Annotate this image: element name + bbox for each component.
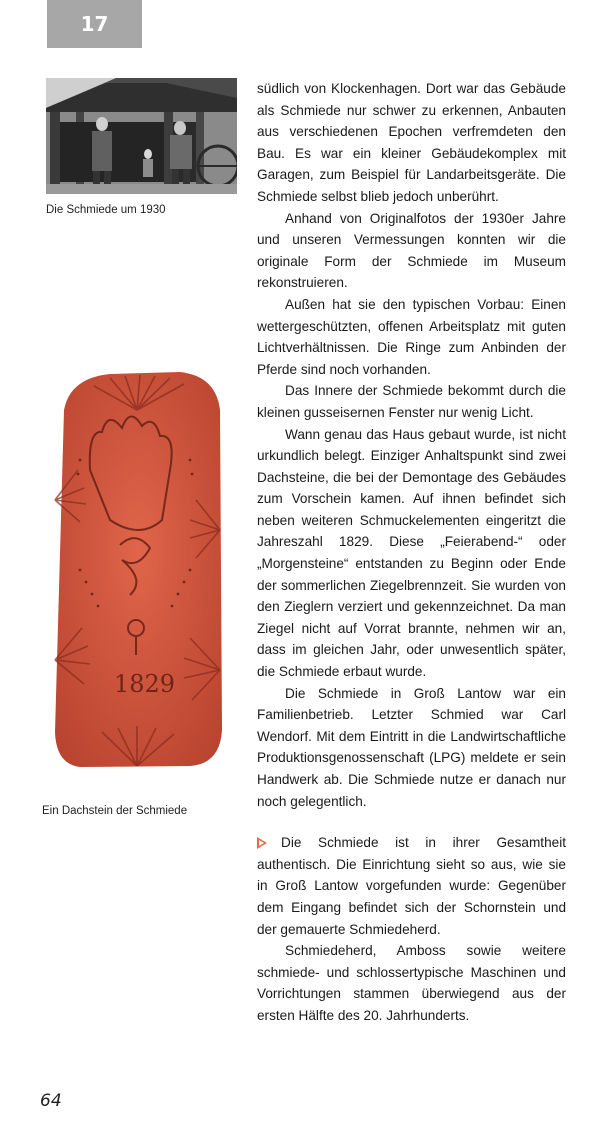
tile-carved-year: 1829 — [114, 670, 176, 698]
historic-smithy-photo — [46, 78, 237, 194]
body-paragraph: Die Schmiede in Groß Lantow war ein Familienbetrieb. Letzter Schmied war Carl Wendorf. Mit dem Eintritt in die Landwirtschaftliche Produktionsgenossenschaft (LPG) meldete er sein Handwerk ab. Die Schmiede nutze er danach nur noch gelegentlich. — [257, 685, 566, 809]
body-paragraph: südlich von Klockenhagen. Dort war das Gebäude als Schmiede nur schwer zu erkennen, Anbauten aus verschiedenen Epochen verfremdeten den Bau. Es war ein kleiner Gebäudekomplex mit Garagen, zum Beispiel für Landarbeitsgeräte. Die Schmiede selbst blieb jedoch unberührt. — [257, 81, 566, 204]
body-paragraph: Das Innere der Schmiede bekommt durch die kleinen gusseisernen Fenster nur wenig Licht. — [257, 383, 566, 420]
tile-caption: Ein Dachstein der Schmiede — [42, 805, 188, 817]
photo-caption: Die Schmiede um 1930 — [46, 204, 166, 216]
smithy-photo-image — [46, 78, 237, 194]
highlight-paragraph-text: Die Schmiede ist in ihrer Gesamtheit authentisch. Die Einrichtung sieht so aus, wie sie in Groß Lantow vorgefunden wurde: Gegenüber dem Eingang befindet sich der Schornstein und der gemauerte Schmiedeherd. — [257, 835, 566, 937]
body-paragraph: Außen hat sie den typischen Vorbau: Einen wettergeschützten, offenen Arbeitsplatz mit guten Lichtverhältnissen. Die Ringe zum Anbinden der Pferde sind noch vorhanden. — [257, 296, 566, 377]
final-paragraph: Schmiedeherd, Amboss sowie weitere schmiede- und schlossertypische Maschinen und Vorrichtungen stammen überwiegend aus der ersten Hälfte des 20. Jahrhunderts. — [257, 943, 566, 1023]
chapter-number-box — [47, 0, 142, 48]
article-body — [257, 78, 566, 1027]
chapter-number: 17 — [80, 12, 109, 36]
body-paragraph: Anhand von Originalfotos der 1930er Jahre und unseren Vermessungen konnten wir die originale Form der Schmiede im Museum rekonstruieren. — [257, 210, 566, 291]
page-number: 64 — [40, 1091, 62, 1111]
roof-tile-image — [50, 370, 224, 768]
triangle-marker-icon — [257, 837, 267, 849]
body-paragraph: Wann genau das Haus gebaut wurde, ist nicht urkundlich belegt. Einziger Anhaltspunkt sind zwei Dachsteine, die bei der Demontage des Gebäudes zum Vorschein kamen. Auf ihnen befindet sich neben weiteren Schmuckelementen eingeritzt die Jahreszahl 1829. Diese „Feierabend-“ oder „Morgensteine“ entstanden zu Beginn oder Ende der sommerlichen Ziegelbrennzeit. Sie wurden von den Zieglern verziert und gekennzeichnet. Da man Ziegel nicht auf Vorrat brannte, nehmen wir an, dass im gleichen Jahr, oder unwesentlich später, die Schmiede erbaut wurde. — [257, 426, 566, 680]
highlight-paragraph — [257, 832, 566, 940]
roof-tile-photo — [50, 370, 224, 768]
